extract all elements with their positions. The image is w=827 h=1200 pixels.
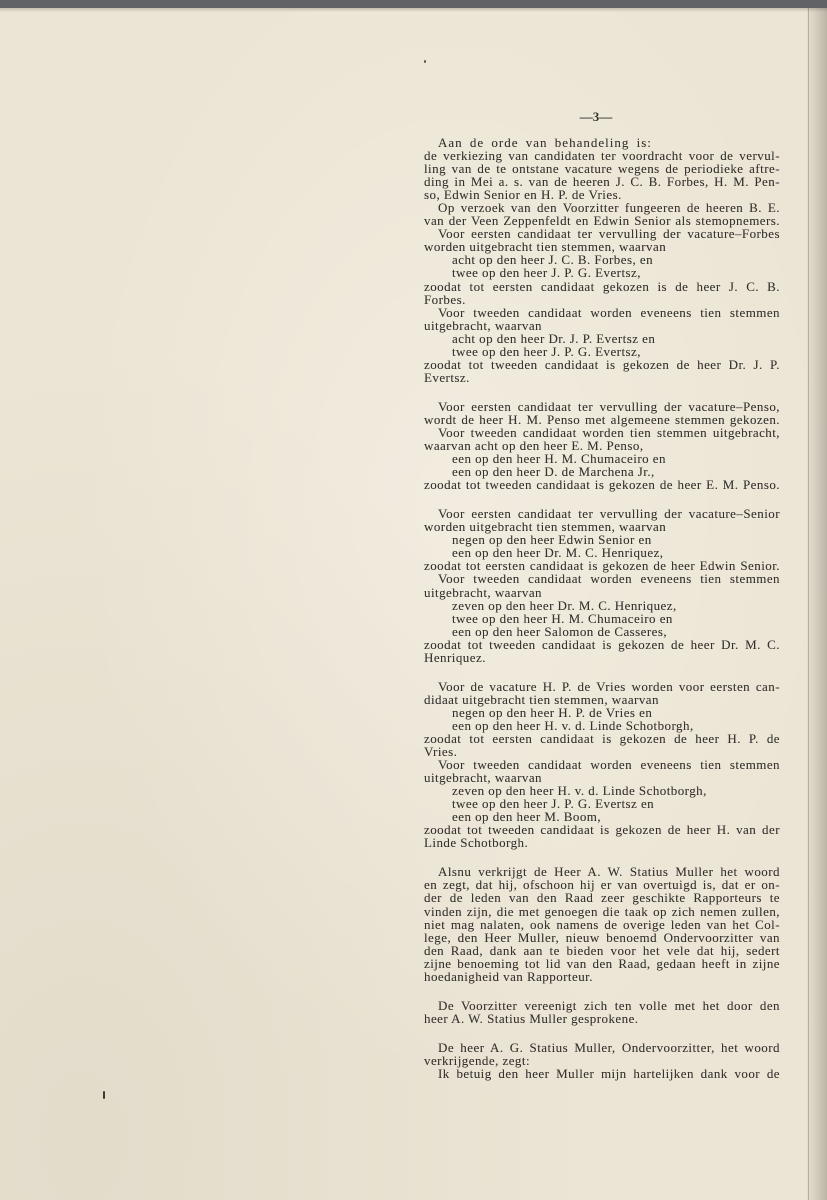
vote-line: een op den heer M. Boom, <box>452 809 602 825</box>
top-edge-shadow <box>0 8 827 12</box>
vote-line: twee op den heer H. M. Chumaceiro en <box>452 610 673 626</box>
text-line: den Raad, dank aan te bieden voor het vele dat hij, sedert <box>424 942 780 958</box>
vote-line: een op den heer Salomon de Casseres, <box>452 623 668 639</box>
text-line: uitgebracht, waarvan <box>424 317 543 333</box>
text-line: Aan de orde van behandeling is: <box>438 135 652 150</box>
text-line: verkrijgende, zegt: <box>424 1052 531 1068</box>
text-line: worden uitgebracht tien stemmen, waarvan <box>424 519 667 535</box>
vote-line: twee op den heer J. P. G. Evertsz en <box>452 796 655 812</box>
text-column <box>424 136 780 1080</box>
vote-line: een op den heer H. M. Chumaceiro en <box>452 451 666 467</box>
text-line: ling van de te ontstane vacature wegens de periodieke aftre- <box>424 161 780 177</box>
text-line: Forbes. <box>424 291 466 307</box>
page-fold-line <box>808 8 809 1200</box>
text-line: Voor de vacature H. P. de Vries worden voor eersten can- <box>438 678 780 694</box>
vacancy-de-vries-paragraph <box>424 680 780 850</box>
text-line: uitgebracht, waarvan <box>424 770 543 786</box>
text-line: Voor eersten candidaat ter vervulling der vacature–Penso, <box>438 398 780 414</box>
text-line: so, Edwin Senior en H. P. de Vries. <box>424 187 622 203</box>
text-line: Voor tweeden candidaat worden eveneens tien stemmen <box>438 304 780 320</box>
vote-line: negen op den heer Edwin Senior en <box>452 532 652 548</box>
text-line: Alsnu verkrijgt de Heer A. W. Statius Muller het woord <box>438 864 780 880</box>
text-line: uitgebracht, waarvan <box>424 584 543 600</box>
statius-muller-remarks <box>424 865 780 982</box>
text-line: zijne benoeming tot lid van den Raad, gedaan heeft in zijne <box>424 955 780 971</box>
text-line: Evertsz. <box>424 369 470 385</box>
agenda-item-paragraph <box>424 136 780 384</box>
text-line: Voor eersten candidaat ter vervulling der vacature–Senior <box>438 506 780 522</box>
text-line: didaat uitgebracht tien stemmen, waarvan <box>424 691 659 707</box>
text-line: zoodat tot tweeden candidaat is gekozen de heer E. M. Penso. <box>424 477 780 493</box>
text-line: lege, den Heer Muller, nieuw benoemd Ondervoorzitter van <box>424 929 780 945</box>
vote-line: acht op den heer J. C. B. Forbes, en <box>452 252 654 268</box>
chairman-remarks <box>424 999 780 1025</box>
text-line: Ik betuig den heer Muller mijn hartelijken dank voor de <box>438 1066 780 1081</box>
text-line: Voor tweeden candidaat worden eveneens tien stemmen <box>438 757 780 773</box>
page-right-edge-shadow <box>807 8 827 1200</box>
vote-line: een op den heer H. v. d. Linde Schotborgh, <box>452 717 694 733</box>
text-line: Henriquez. <box>424 649 486 665</box>
text-line: zoodat tot tweeden candidaat is gekozen de heer Dr. J. P. <box>424 356 780 372</box>
vacancy-senior-paragraph <box>424 507 780 664</box>
text-line: niet mag nalaten, ook namens de overige leden van het Col- <box>424 916 780 932</box>
scan-speck <box>103 1091 105 1099</box>
text-line: de verkiezing van candidaten ter voordracht voor de vervul- <box>424 148 780 164</box>
text-line: worden uitgebracht tien stemmen, waarvan <box>424 239 667 255</box>
text-line: zoodat tot eersten candidaat is gekozen de heer H. P. de <box>424 730 780 746</box>
text-line: ding in Mei a. s. van de heeren J. C. B. Forbes, H. M. Pen- <box>424 174 780 190</box>
page-number: —3— <box>579 109 613 124</box>
vote-line: zeven op den heer H. v. d. Linde Schotborgh, <box>452 783 707 799</box>
text-line: waarvan acht op den heer E. M. Penso, <box>424 438 644 454</box>
text-line: zoodat tot tweeden candidaat is gekozen de heer H. van der <box>424 822 780 838</box>
vote-line: een op den heer Dr. M. C. Henriquez, <box>452 545 664 561</box>
text-line: vinden zijn, die met genoegen die taak op zich nemen zullen, <box>424 903 780 919</box>
vote-line: zeven op den heer Dr. M. C. Henriquez, <box>452 597 677 613</box>
vote-line: acht op den heer Dr. J. P. Evertsz en <box>452 330 656 346</box>
text-line: De Voorzitter vereenigt zich ten volle met het door den <box>438 997 780 1013</box>
text-line: Voor eersten candidaat ter vervulling der vacature–Forbes <box>438 226 780 242</box>
text-line: van der Veen Zeppenfeldt en Edwin Senior als stemopnemers. <box>424 213 780 229</box>
text-line: Linde Schotborgh. <box>424 835 529 851</box>
scanner-top-edge <box>0 0 827 8</box>
text-line: Voor tweeden candidaat worden tien stemmen uitgebracht, <box>438 424 780 440</box>
text-line: der de leden van den Raad zeer geschikte Rapporteurs te <box>424 890 780 906</box>
scan-speck <box>424 60 426 63</box>
text-line: zoodat tot tweeden candidaat is gekozen de heer Dr. M. C. <box>424 636 780 652</box>
text-line: zoodat tot eersten candidaat is gekozen de heer Edwin Senior. <box>424 558 780 574</box>
text-line: wordt de heer H. M. Penso met algemeene stemmen gekozen. <box>424 411 780 427</box>
text-line: hoedanigheid van Rapporteur. <box>424 968 593 984</box>
vote-line: negen op den heer H. P. de Vries en <box>452 704 653 720</box>
vote-line: een op den heer D. de Marchena Jr., <box>452 464 655 480</box>
vice-chairman-remarks <box>424 1041 780 1080</box>
text-line: Vries. <box>424 744 458 760</box>
text-line: en zegt, dat hij, ofschoon hij er van overtuigd is, dat er on- <box>424 877 780 893</box>
vote-line: twee op den heer J. P. G. Evertsz, <box>452 265 641 281</box>
text-line: De heer A. G. Statius Muller, Ondervoorzitter, het woord <box>438 1039 780 1055</box>
text-line: Op verzoek van den Voorzitter fungeeren de heeren B. E. <box>438 200 780 216</box>
text-line: heer A. W. Statius Muller gesprokene. <box>424 1010 639 1026</box>
text-line: zoodat tot eersten candidaat gekozen is de heer J. C. B. <box>424 278 780 294</box>
vacancy-penso-paragraph <box>424 400 780 491</box>
vote-line: twee op den heer J. P. G. Evertsz, <box>452 343 641 359</box>
text-line: Voor tweeden candidaat worden eveneens tien stemmen <box>438 571 780 587</box>
